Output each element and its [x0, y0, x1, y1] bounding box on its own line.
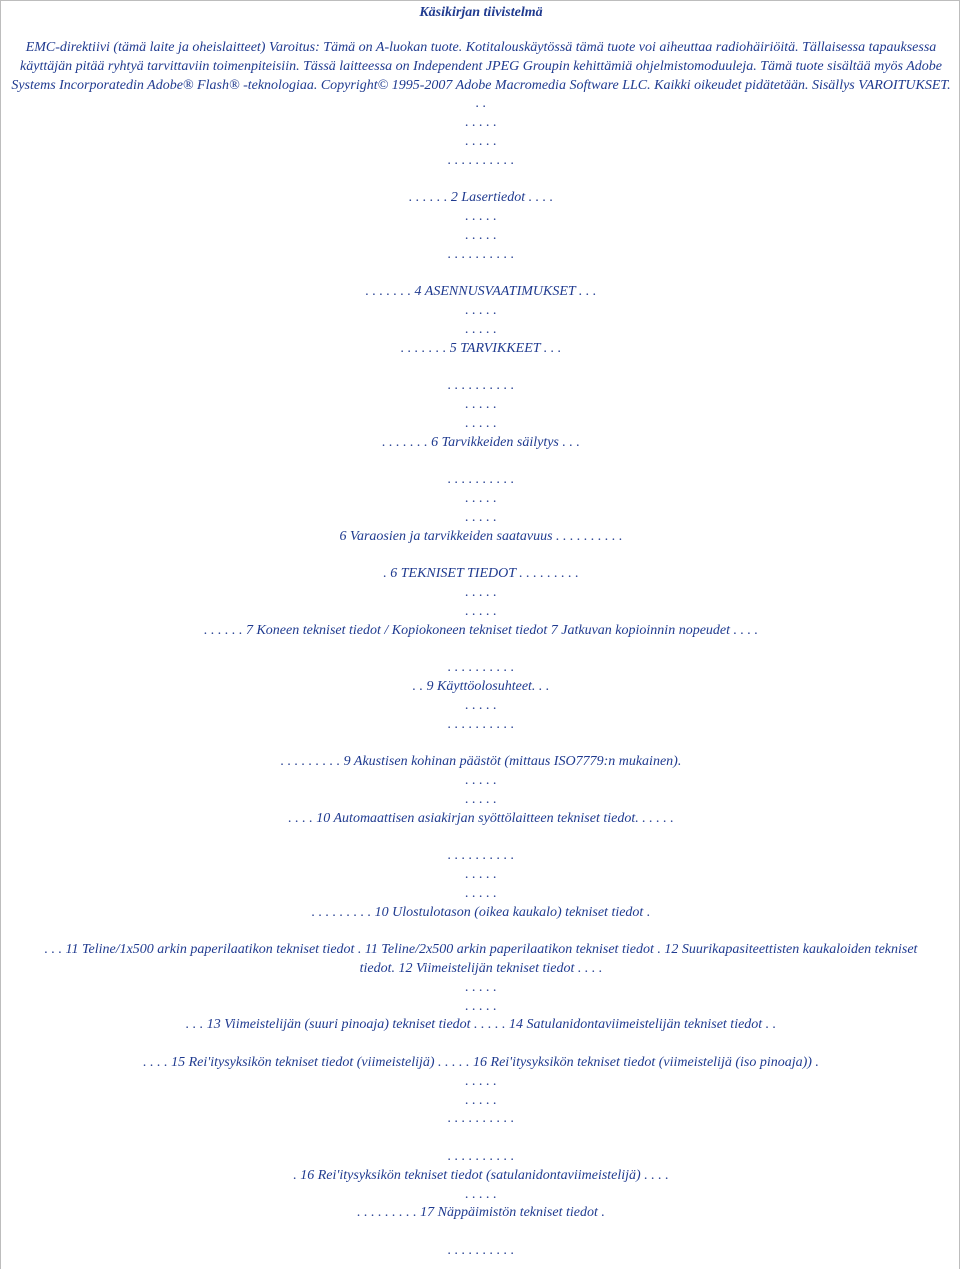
toc-line: . . . 13 Viimeistelijän (suuri pinoaja) tekniset tiedot . . . . . 14 Satulanidontaviimeistelijän tekniset tiedot . .	[185, 1017, 777, 1033]
toc-line: . . . . .	[465, 1073, 497, 1089]
toc-line: tiedot. 12 Viimeistelijän tekniset tiedot . . . .	[359, 961, 603, 977]
toc-line: . . . . . . . . . .	[447, 1149, 515, 1165]
toc-line: . . . . . . . . . .	[447, 716, 515, 732]
toc-spacer	[9, 734, 953, 753]
toc-line: . . . . . . . 5 TARVIKKEET . . .	[400, 340, 562, 356]
toc-line: . . . . . . . . . 10 Ulostulotason (oikea kaukalo) tekniset tiedot .	[311, 904, 651, 920]
toc-line: . . . . .	[465, 1092, 497, 1108]
toc-line: . . . . . . . . . 17 Näppäimistön tekniset tiedot .	[357, 1205, 605, 1221]
toc-line: . . . . .	[465, 115, 497, 131]
toc-line: . . . . 15 Rei'itysyksikön tekniset tiedot (viimeistelijä) . . . . . 16 Rei'itysyksikön tekniset tiedot (viimeistelijä (iso pinoaja)) .	[143, 1055, 819, 1071]
toc-spacer	[9, 547, 953, 566]
toc-spacer	[9, 1035, 953, 1054]
table-of-contents	[9, 114, 953, 1261]
toc-line: . . . . . . . . . 9 Akustisen kohinan päästöt (mittaus ISO7779:n mukainen).	[280, 754, 682, 770]
toc-line: . . . . .	[465, 697, 497, 713]
toc-line: . . . . .	[465, 133, 497, 149]
toc-line: . . . . .	[465, 998, 497, 1014]
toc-line: . . . . .	[465, 415, 497, 431]
toc-line: . . . . 10 Automaattisen asiakirjan syöttölaitteen tekniset tiedot. . . . . .	[288, 810, 674, 826]
toc-line: . . . . .	[465, 585, 497, 601]
toc-line: . 6 TEKNISET TIEDOT . . . . . . . . .	[383, 566, 579, 582]
toc-line: . . . 11 Teline/1x500 arkin paperilaatikon tekniset tiedot . 11 Teline/2x500 arkin paperilaatikon tekniset tiedot . 12 Suurikapasiteettisten kaukaloiden tekniset	[44, 942, 918, 958]
toc-line: . . . . .	[465, 209, 497, 225]
toc-line: . 16 Rei'itysyksikön tekniset tiedot (satulanidontaviimeistelijä) . . . .	[293, 1167, 669, 1183]
toc-line: . . . . .	[465, 397, 497, 413]
toc-line: . . . . .	[465, 603, 497, 619]
toc-spacer	[9, 1223, 953, 1242]
toc-line: . . . . .	[465, 791, 497, 807]
page-title: Käsikirjan tiivistelmä	[419, 5, 543, 20]
toc-line: . . . . . . 2 Lasertiedot . . . .	[408, 190, 554, 206]
toc-line: . . . . .	[465, 885, 497, 901]
toc-spacer	[9, 359, 953, 378]
toc-line: . . 9 Käyttöolosuhteet. . .	[412, 679, 550, 695]
toc-spacer	[9, 1129, 953, 1148]
toc-line: . . . . . . 7 Koneen tekniset tiedot / Kopiokoneen tekniset tiedot 7 Jatkuvan kopioinnin nopeudet . . . .	[203, 622, 759, 638]
toc-line: . . . . .	[465, 1186, 497, 1202]
toc-spacer	[9, 641, 953, 660]
document-body	[9, 39, 953, 1261]
toc-line: . . . . .	[465, 227, 497, 243]
toc-line: . . . . .	[465, 491, 497, 507]
toc-spacer	[9, 171, 953, 190]
toc-line: . . . . . . . . . .	[447, 660, 515, 676]
toc-line: . . . . . . . 4 ASENNUSVAATIMUKSET . . .	[365, 284, 597, 300]
toc-spacer	[9, 265, 953, 284]
toc-line: 6 Varaosien ja tarvikkeiden saatavuus . . . . . . . . . .	[339, 528, 623, 544]
toc-line: . . . . . . . . . .	[447, 472, 515, 488]
toc-line: . . . . .	[465, 979, 497, 995]
toc-line: . . . . . . . . . .	[447, 152, 515, 168]
toc-line: . . . . .	[465, 303, 497, 319]
toc-line: . . . . .	[465, 509, 497, 525]
toc-spacer	[9, 828, 953, 847]
toc-line: . . . . . . . . . .	[447, 1111, 515, 1127]
toc-spacer	[9, 922, 953, 941]
toc-line: . . . . . . . . . .	[447, 378, 515, 394]
toc-line: . . . . .	[465, 867, 497, 883]
toc-line: . . . . . . . . . .	[447, 246, 515, 262]
toc-line: . . . . . . . . . .	[447, 1243, 515, 1258]
toc-line: . . . . . . . . . .	[447, 848, 515, 864]
toc-line: . . . . .	[465, 773, 497, 789]
intro-paragraph: EMC-direktiivi (tämä laite ja oheislaitteet) Varoitus: Tämä on A-luokan tuote. Kotitalouskäytössä tämä tuote voi aiheuttaa radiohäiriöitä. Tällaisessa tapauksessa käyttäjän pitää ryhtyä tarvittaviin toimenpiteisiin. Tässä laitteessa on Independent JPEG Groupin kehittämiä ohjelmistomoduuleja. Tämä tuote sisältää myös Adobe Systems Incorporatedin Adobe® Flash® -teknologiaa. Copyright© 1995-2007 Adobe Macromedia Software LLC. Kaikki oikeudet pidätetään. Sisällys VAROITUKSET. . .	[11, 40, 951, 112]
toc-spacer	[9, 453, 953, 472]
toc-line: . . . . . . . 6 Tarvikkeiden säilytys . . .	[382, 434, 580, 450]
toc-line: . . . . .	[465, 321, 497, 337]
